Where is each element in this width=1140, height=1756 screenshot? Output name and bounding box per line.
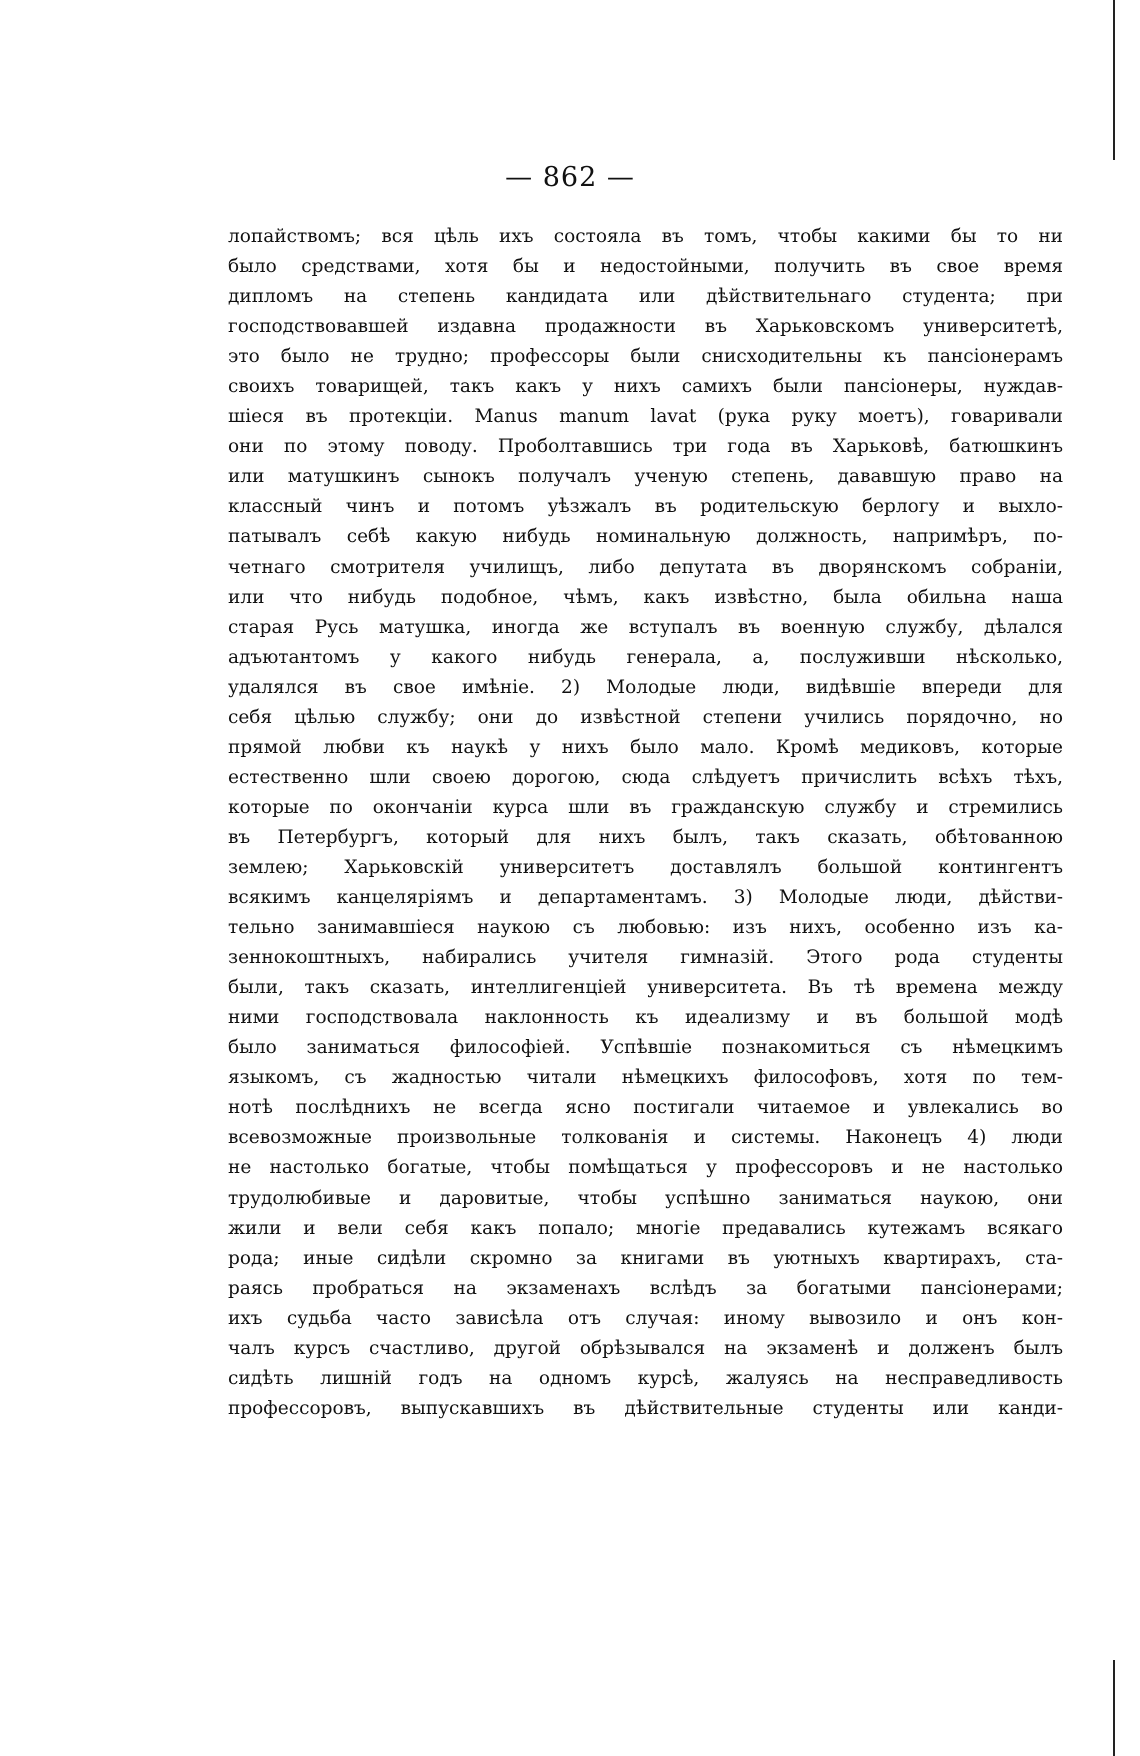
text-line: всевозможные произвольные толкованія и системы. Наконецъ 4) люди [228, 1127, 1063, 1149]
text-line: естественно шли своею дорогою, сюда слѣдуетъ причислить всѣхъ тѣхъ, [228, 766, 1063, 788]
text-line: раясь пробраться на экзаменахъ вслѣдъ за богатыми пансіонерами; [228, 1277, 1063, 1299]
text-line: господствовавшей издавна продажности въ Харьковскомъ университетѣ, [228, 316, 1063, 338]
text-line: трудолюбивые и даровитые, чтобы успѣшно заниматься наукою, они [228, 1187, 1063, 1209]
text-line: тельно занимавшіеся наукою съ любовью: изъ нихъ, особенно изъ ка- [228, 917, 1063, 939]
text-line: дипломъ на степень кандидата или дѣйствительнаго студента; при [228, 286, 1063, 308]
text-line: было средствами, хотя бы и недостойными, получить въ свое время [228, 256, 1063, 278]
text-line: рода; иные сидѣли скромно за книгами въ уютныхъ квартирахъ, ста- [228, 1247, 1063, 1269]
text-line: удалялся въ свое имѣніе. 2) Молодые люди, видѣвшіе впереди для [228, 676, 1063, 698]
text-line: лопайствомъ; вся цѣль ихъ состояла въ томъ, чтобы какими бы то ни [228, 226, 1063, 247]
text-line: зеннокоштныхъ, набирались учителя гимназій. Этого рода студенты [228, 947, 1063, 969]
text-line: ними господствовала наклонность къ идеализму и въ большой модѣ [228, 1007, 1063, 1029]
text-line: прямой любви къ наукѣ у нихъ было мало. Кромѣ медиковъ, которые [228, 736, 1063, 758]
text-line: чалъ курсъ счастливо, другой обрѣзывался на экзаменѣ и долженъ былъ [228, 1337, 1063, 1359]
text-line: классный чинъ и потомъ уѣзжалъ въ родительскую берлогу и выхло- [228, 496, 1063, 518]
body-text [228, 222, 1063, 1424]
text-line: землею; Харьковскій университетъ доставлялъ большой контингентъ [228, 856, 1063, 878]
text-line: всякимъ канцеляріямъ и департаментамъ. 3) Молодые люди, дѣйстви- [228, 887, 1063, 909]
text-line: сидѣть лишній годъ на одномъ курсѣ, жалуясь на несправедливость [228, 1367, 1063, 1389]
scan-edge-line [1113, 0, 1115, 160]
text-line: жили и вели себя какъ попало; многіе предавались кутежамъ всякаго [228, 1217, 1063, 1239]
text-line: нотѣ послѣднихъ не всегда ясно постигали читаемое и увлекались во [228, 1097, 1063, 1119]
text-line: себя цѣлью службу; они до извѣстной степени учились порядочно, но [228, 706, 1063, 728]
text-line: не настолько богатые, чтобы помѣщаться у профессоровъ и не настолько [228, 1157, 1063, 1179]
text-line: въ Петербургъ, который для нихъ былъ, такъ сказать, обѣтованною [228, 826, 1063, 848]
text-line: старая Русь матушка, иногда же вступалъ въ военную службу, дѣлался [228, 616, 1063, 638]
text-line: были, такъ сказать, интеллигенціей университета. Въ тѣ времена между [228, 977, 1063, 999]
scan-edge-line [1113, 1660, 1115, 1756]
text-line: ихъ судьба часто зависѣла отъ случая: иному вывозило и онъ кон- [228, 1307, 1063, 1329]
page-number: — 862 — [505, 162, 635, 193]
text-line: своихъ товарищей, такъ какъ у нихъ самихъ были пансіонеры, нуждав- [228, 376, 1063, 398]
text-line: патывалъ себѣ какую нибудь номинальную должность, напримѣръ, по- [228, 526, 1063, 548]
text-line: которые по окончаніи курса шли въ гражданскую службу и стремились [228, 796, 1063, 818]
text-line: адъютантомъ у какого нибудь генерала, а, послуживши нѣсколько, [228, 646, 1063, 668]
text-line: было заниматься философіей. Успѣвшіе познакомиться съ нѣмецкимъ [228, 1037, 1063, 1059]
text-line: они по этому поводу. Проболтавшись три года въ Харьковѣ, батюшкинъ [228, 436, 1063, 458]
text-line: шіеся въ протекціи. Manus manum lavat (рука руку моетъ), говаривали [228, 406, 1063, 428]
text-line: это было не трудно; профессоры были снисходительны къ пансіонерамъ [228, 346, 1063, 368]
text-line: или матушкинъ сынокъ получалъ ученую степень, дававшую право на [228, 466, 1063, 488]
text-line: четнаго смотрителя училищъ, либо депутата въ дворянскомъ собраніи, [228, 556, 1063, 578]
text-line: или что нибудь подобное, чѣмъ, какъ извѣстно, была обильна наша [228, 586, 1063, 608]
text-line: профессоровъ, выпускавшихъ въ дѣйствительные студенты или канди- [228, 1397, 1063, 1419]
text-line: языкомъ, съ жадностью читали нѣмецкихъ философовъ, хотя по тем- [228, 1067, 1063, 1089]
